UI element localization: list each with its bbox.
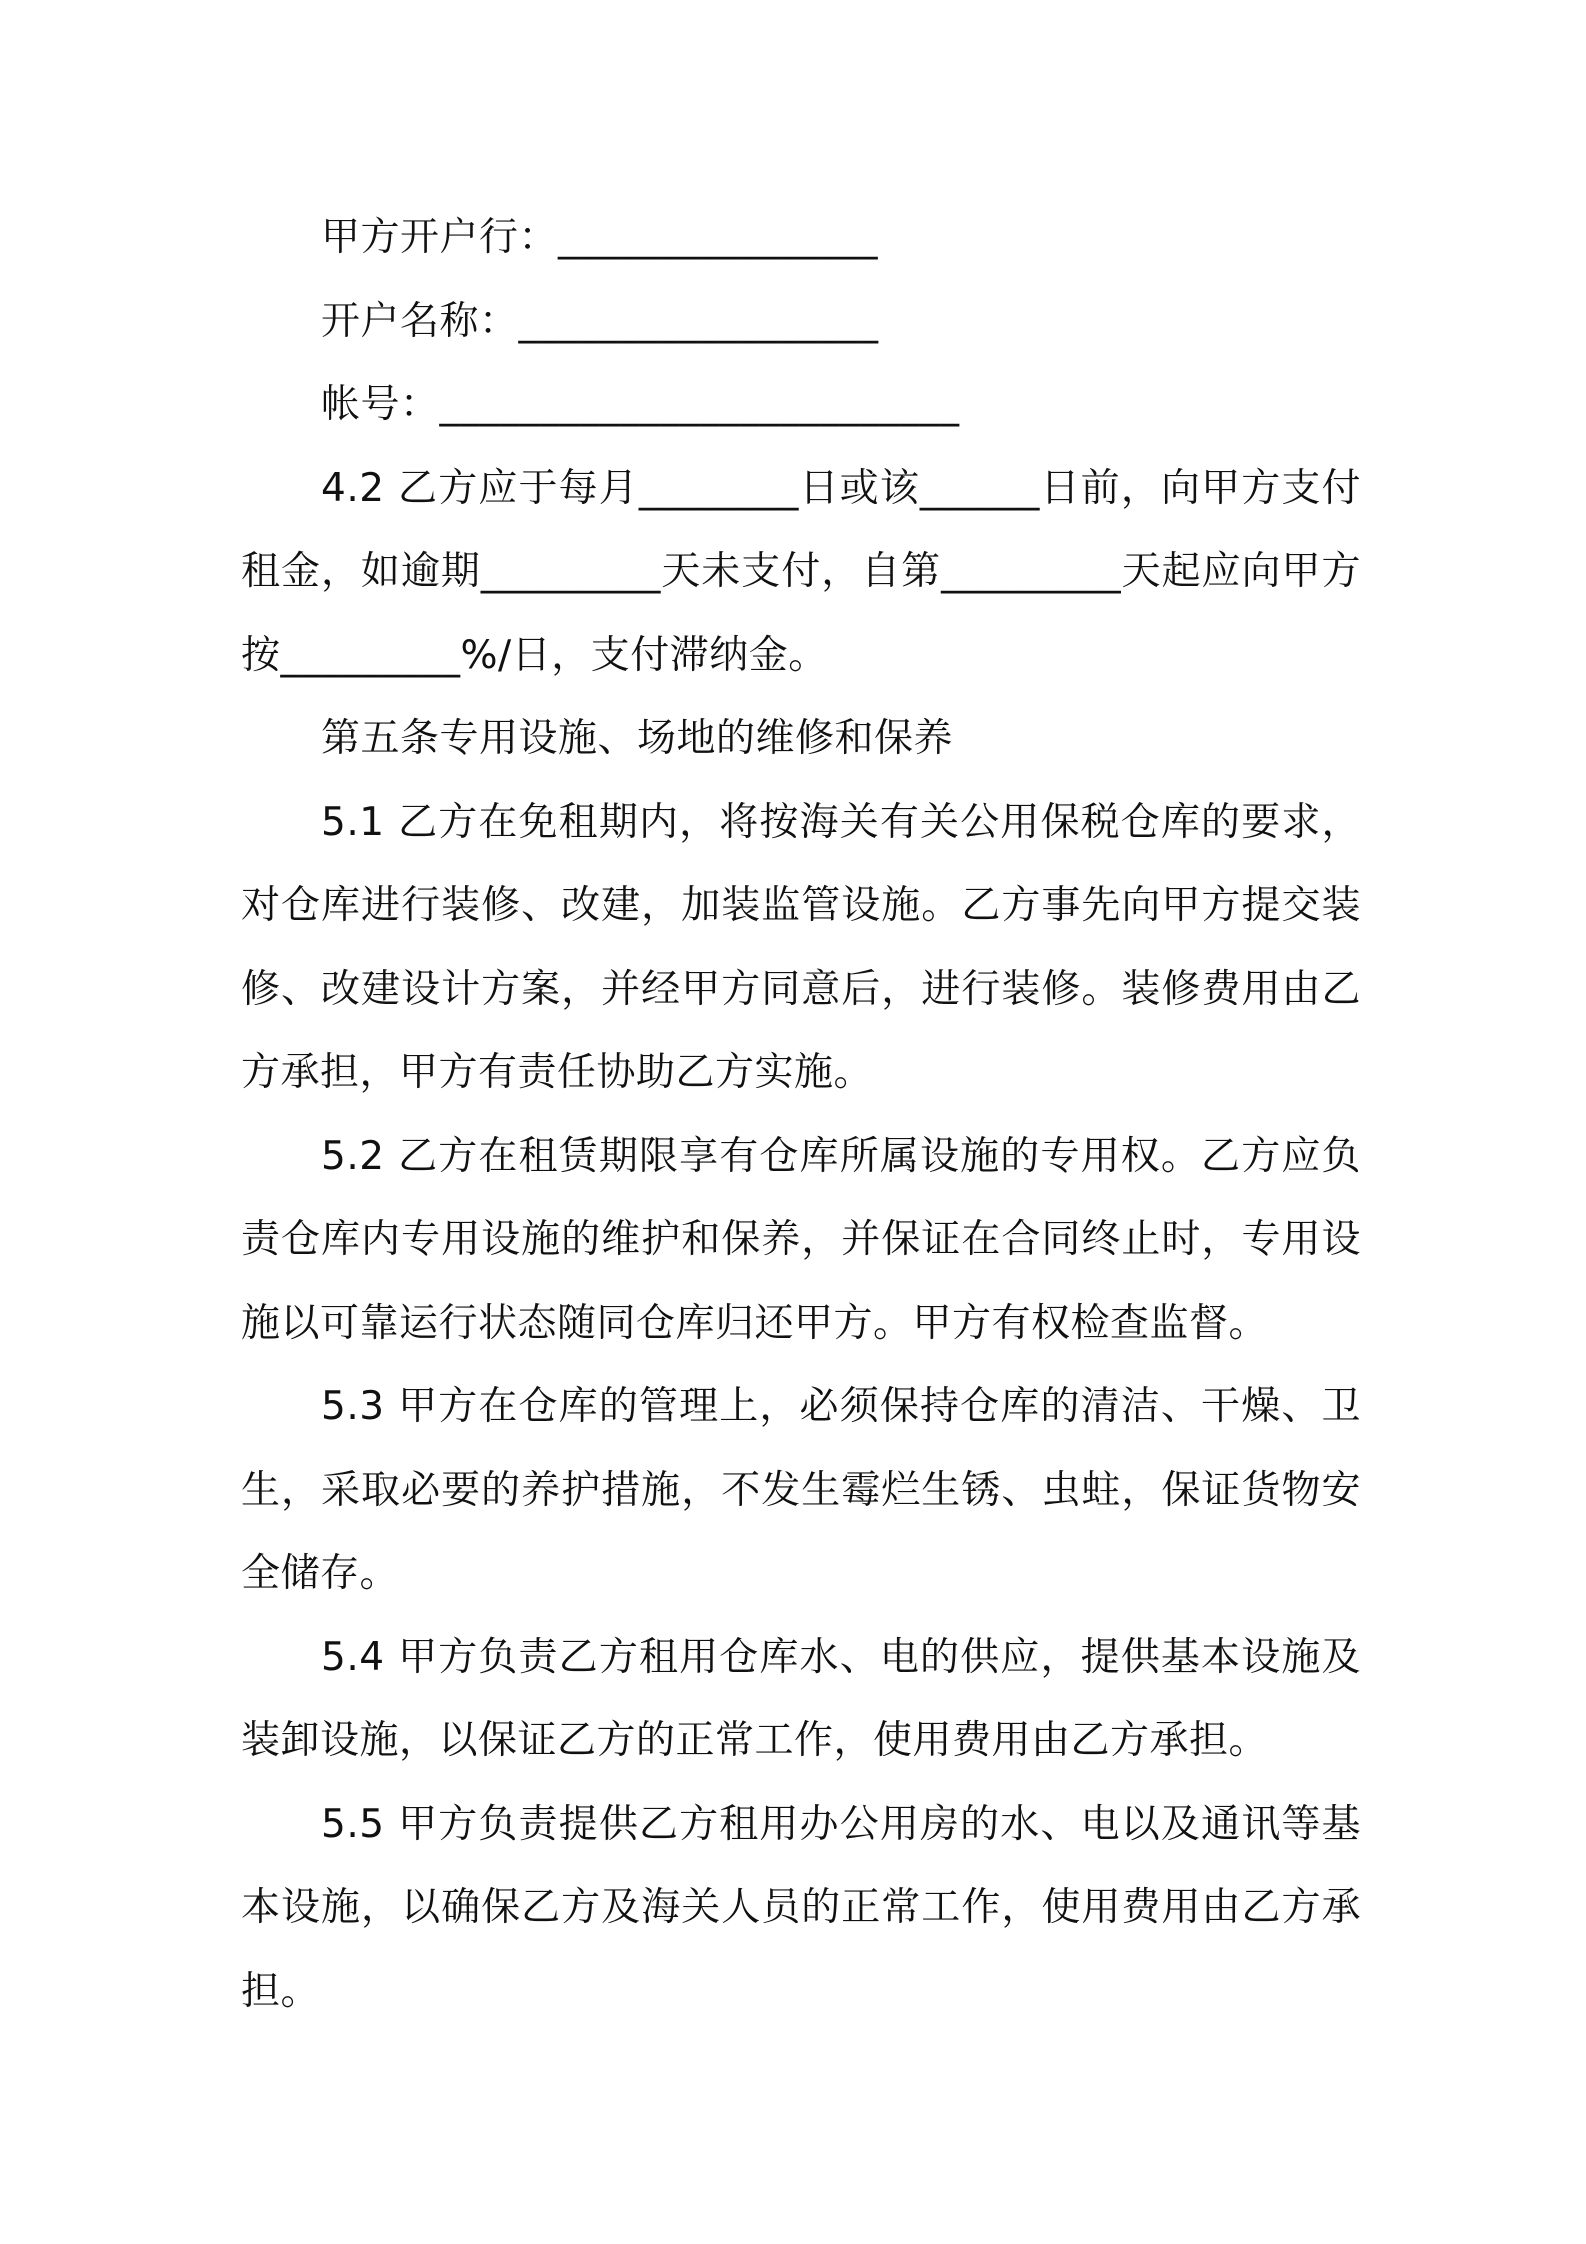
clause-5-4: 5.4 甲方负责乙方租用仓库水、电的供应，提供基本设施及装卸设施，以保证乙方的正常工作，使用费用由乙方承担。 bbox=[241, 1634, 1361, 1763]
account-name-line: 开户名称：__________________ bbox=[321, 298, 879, 344]
clause-5-5: 5.5 甲方负责提供乙方租用办公用房的水、电以及通讯等基本设施，以确保乙方及海关人员的正常工作，使用费用由乙方承担。 bbox=[241, 1801, 1361, 2014]
bank-name-line: 甲方开户行：________________ bbox=[321, 215, 879, 260]
document-body bbox=[241, 196, 1361, 2033]
article-5-heading: 第五条专用设施、场地的维修和保养 bbox=[321, 716, 954, 761]
clause-5-2: 5.2 乙方在租赁期限享有仓库所属设施的专用权。乙方应负责仓库内专用设施的维护和保养，并保证在合同终止时，专用设施以可靠运行状态随同仓库归还甲方。甲方有权检查监督。 bbox=[241, 1133, 1361, 1346]
clause-5-1: 5.1 乙方在免租期内，将按海关有关公用保税仓库的要求，对仓库进行装修、改建，加装监管设施。乙方事先向甲方提交装修、改建设计方案，并经甲方同意后，进行装修。装修费用由乙方承担，甲方有责任协助乙方实施。 bbox=[241, 799, 1361, 1095]
clause-4-2: 4.2 乙方应于每月________日或该______日前，向甲方支付租金，如逾期_________天未支付，自第_________天起应向甲方按_________%/日，支付滞纳金。 bbox=[241, 465, 1361, 678]
clause-5-3: 5.3 甲方在仓库的管理上，必须保持仓库的清洁、干燥、卫生，采取必要的养护措施，不发生霉烂生锈、虫蛀，保证货物安全储存。 bbox=[241, 1384, 1361, 1596]
account-number-line: 帐号：__________________________ bbox=[321, 382, 960, 427]
